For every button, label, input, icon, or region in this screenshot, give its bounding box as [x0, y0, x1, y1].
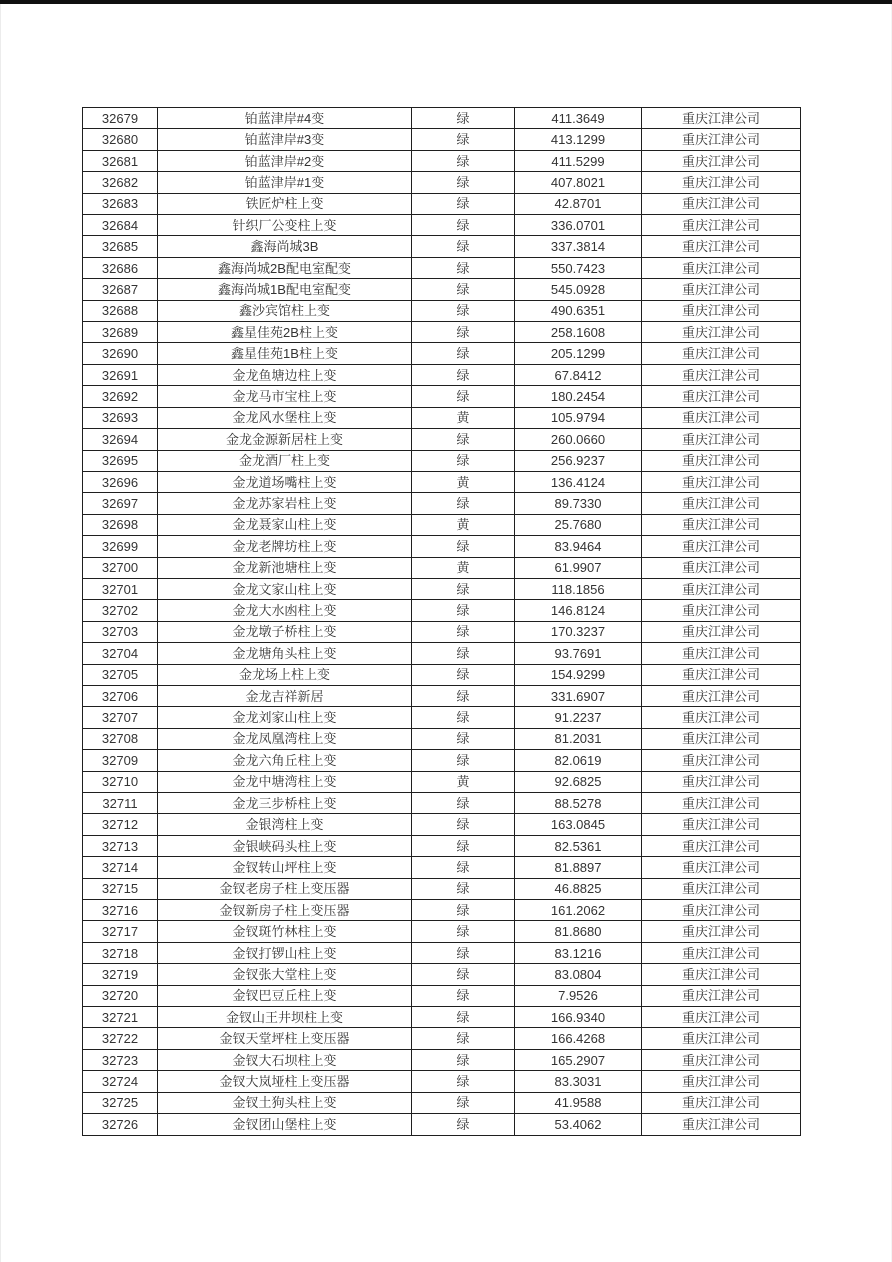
table-row — [83, 1007, 801, 1028]
cell-name: 金龙老牌坊柱上变 — [158, 536, 412, 557]
cell-value: 170.3237 — [515, 621, 642, 642]
cell-value: 166.4268 — [515, 1028, 642, 1049]
cell-status: 绿 — [412, 129, 515, 150]
table-row — [83, 1092, 801, 1113]
cell-status: 绿 — [412, 1028, 515, 1049]
cell-name: 金龙场上柱上变 — [158, 664, 412, 685]
cell-name: 金龙酒厂柱上变 — [158, 450, 412, 471]
cell-name: 金钗转山坪柱上变 — [158, 857, 412, 878]
cell-value: 337.3814 — [515, 236, 642, 257]
cell-status: 绿 — [412, 942, 515, 963]
cell-name: 铂蓝津岸#3变 — [158, 129, 412, 150]
table-row — [83, 150, 801, 171]
table-row — [83, 300, 801, 321]
cell-value: 93.7691 — [515, 643, 642, 664]
cell-status: 绿 — [412, 664, 515, 685]
cell-value: 7.9526 — [515, 985, 642, 1006]
cell-name: 金龙马市宝柱上变 — [158, 386, 412, 407]
cell-status: 绿 — [412, 1092, 515, 1113]
cell-id: 32704 — [83, 643, 158, 664]
cell-company: 重庆江津公司 — [642, 407, 801, 428]
table-row — [83, 771, 801, 792]
table-row — [83, 900, 801, 921]
cell-id: 32720 — [83, 985, 158, 1006]
cell-id: 32696 — [83, 471, 158, 492]
cell-id: 32688 — [83, 300, 158, 321]
cell-name: 金龙墩子桥柱上变 — [158, 621, 412, 642]
cell-value: 61.9907 — [515, 557, 642, 578]
cell-name: 金钗山王井坝柱上变 — [158, 1007, 412, 1028]
cell-name: 金钗天堂坪柱上变压器 — [158, 1028, 412, 1049]
cell-name: 铁匠炉柱上变 — [158, 193, 412, 214]
cell-name: 金龙文家山柱上变 — [158, 578, 412, 599]
cell-value: 88.5278 — [515, 793, 642, 814]
cell-name: 鑫海尚城1B配电室配变 — [158, 279, 412, 300]
cell-value: 163.0845 — [515, 814, 642, 835]
cell-company: 重庆江津公司 — [642, 793, 801, 814]
cell-value: 165.2907 — [515, 1049, 642, 1070]
cell-value: 83.9464 — [515, 536, 642, 557]
cell-status: 黄 — [412, 771, 515, 792]
cell-id: 32687 — [83, 279, 158, 300]
cell-name: 针织厂公变柱上变 — [158, 215, 412, 236]
cell-id: 32715 — [83, 878, 158, 899]
cell-name: 金龙新池塘柱上变 — [158, 557, 412, 578]
table-row — [83, 578, 801, 599]
table-row — [83, 1049, 801, 1070]
cell-value: 92.6825 — [515, 771, 642, 792]
table-row — [83, 793, 801, 814]
table-row — [83, 257, 801, 278]
cell-id: 32680 — [83, 129, 158, 150]
cell-status: 绿 — [412, 386, 515, 407]
cell-id: 32685 — [83, 236, 158, 257]
cell-company: 重庆江津公司 — [642, 1028, 801, 1049]
cell-value: 411.3649 — [515, 108, 642, 129]
cell-id: 32714 — [83, 857, 158, 878]
cell-name: 鑫星佳苑1B柱上变 — [158, 343, 412, 364]
cell-company: 重庆江津公司 — [642, 1092, 801, 1113]
cell-status: 绿 — [412, 835, 515, 856]
cell-id: 32700 — [83, 557, 158, 578]
cell-id: 32695 — [83, 450, 158, 471]
cell-status: 绿 — [412, 985, 515, 1006]
cell-company: 重庆江津公司 — [642, 835, 801, 856]
cell-status: 绿 — [412, 300, 515, 321]
cell-name: 金银峡码头柱上变 — [158, 835, 412, 856]
cell-value: 83.1216 — [515, 942, 642, 963]
cell-id: 32725 — [83, 1092, 158, 1113]
table-row — [83, 707, 801, 728]
cell-id: 32684 — [83, 215, 158, 236]
cell-id: 32699 — [83, 536, 158, 557]
table-row — [83, 750, 801, 771]
cell-value: 41.9588 — [515, 1092, 642, 1113]
table-row — [83, 814, 801, 835]
cell-status: 绿 — [412, 257, 515, 278]
cell-company: 重庆江津公司 — [642, 493, 801, 514]
cell-name: 金龙中塘湾柱上变 — [158, 771, 412, 792]
cell-company: 重庆江津公司 — [642, 215, 801, 236]
cell-company: 重庆江津公司 — [642, 1071, 801, 1092]
cell-name: 鑫沙宾馆柱上变 — [158, 300, 412, 321]
cell-value: 42.8701 — [515, 193, 642, 214]
cell-name: 金龙聂家山柱上变 — [158, 514, 412, 535]
cell-name: 金钗团山堡柱上变 — [158, 1114, 412, 1135]
cell-status: 绿 — [412, 493, 515, 514]
cell-company: 重庆江津公司 — [642, 685, 801, 706]
cell-status: 绿 — [412, 1071, 515, 1092]
table-row — [83, 386, 801, 407]
cell-status: 绿 — [412, 343, 515, 364]
cell-status: 绿 — [412, 728, 515, 749]
cell-value: 166.9340 — [515, 1007, 642, 1028]
table-row — [83, 493, 801, 514]
cell-status: 绿 — [412, 215, 515, 236]
cell-company: 重庆江津公司 — [642, 108, 801, 129]
cell-value: 411.5299 — [515, 150, 642, 171]
cell-value: 53.4062 — [515, 1114, 642, 1135]
table-row — [83, 343, 801, 364]
cell-company: 重庆江津公司 — [642, 257, 801, 278]
cell-name: 金钗巴豆丘柱上变 — [158, 985, 412, 1006]
cell-company: 重庆江津公司 — [642, 771, 801, 792]
cell-name: 金钗老房子柱上变压器 — [158, 878, 412, 899]
cell-status: 绿 — [412, 750, 515, 771]
cell-company: 重庆江津公司 — [642, 150, 801, 171]
cell-name: 铂蓝津岸#4变 — [158, 108, 412, 129]
cell-id: 32683 — [83, 193, 158, 214]
cell-name: 金龙苏家岩柱上变 — [158, 493, 412, 514]
cell-company: 重庆江津公司 — [642, 193, 801, 214]
cell-id: 32718 — [83, 942, 158, 963]
cell-company: 重庆江津公司 — [642, 557, 801, 578]
cell-value: 331.6907 — [515, 685, 642, 706]
cell-company: 重庆江津公司 — [642, 1114, 801, 1135]
cell-name: 金龙六角丘柱上变 — [158, 750, 412, 771]
table-row — [83, 878, 801, 899]
cell-company: 重庆江津公司 — [642, 300, 801, 321]
cell-id: 32711 — [83, 793, 158, 814]
cell-status: 绿 — [412, 1007, 515, 1028]
cell-value: 91.2237 — [515, 707, 642, 728]
table-body — [83, 108, 801, 1136]
cell-id: 32705 — [83, 664, 158, 685]
cell-company: 重庆江津公司 — [642, 386, 801, 407]
cell-name: 金龙鱼塘边柱上变 — [158, 364, 412, 385]
cell-value: 146.8124 — [515, 600, 642, 621]
table-row — [83, 471, 801, 492]
table-row — [83, 514, 801, 535]
cell-company: 重庆江津公司 — [642, 985, 801, 1006]
cell-status: 绿 — [412, 964, 515, 985]
cell-status: 绿 — [412, 1114, 515, 1135]
cell-id: 32708 — [83, 728, 158, 749]
cell-name: 金钗大石坝柱上变 — [158, 1049, 412, 1070]
cell-value: 82.0619 — [515, 750, 642, 771]
transformer-table — [82, 107, 801, 1136]
table-row — [83, 685, 801, 706]
table-row — [83, 322, 801, 343]
cell-value: 81.8680 — [515, 921, 642, 942]
table-row — [83, 108, 801, 129]
cell-status: 绿 — [412, 878, 515, 899]
cell-value: 260.0660 — [515, 429, 642, 450]
cell-id: 32697 — [83, 493, 158, 514]
cell-status: 绿 — [412, 621, 515, 642]
table-row — [83, 921, 801, 942]
table-row — [83, 429, 801, 450]
cell-company: 重庆江津公司 — [642, 578, 801, 599]
cell-value: 256.9237 — [515, 450, 642, 471]
cell-status: 绿 — [412, 1049, 515, 1070]
cell-name: 鑫星佳苑2B柱上变 — [158, 322, 412, 343]
cell-status: 黄 — [412, 557, 515, 578]
table-row — [83, 215, 801, 236]
cell-status: 绿 — [412, 236, 515, 257]
cell-value: 25.7680 — [515, 514, 642, 535]
cell-value: 180.2454 — [515, 386, 642, 407]
cell-company: 重庆江津公司 — [642, 621, 801, 642]
cell-status: 绿 — [412, 450, 515, 471]
cell-company: 重庆江津公司 — [642, 600, 801, 621]
cell-value: 413.1299 — [515, 129, 642, 150]
cell-company: 重庆江津公司 — [642, 878, 801, 899]
cell-id: 32707 — [83, 707, 158, 728]
table-row — [83, 279, 801, 300]
cell-id: 32692 — [83, 386, 158, 407]
cell-status: 黄 — [412, 514, 515, 535]
cell-id: 32681 — [83, 150, 158, 171]
cell-name: 金龙大水凼柱上变 — [158, 600, 412, 621]
cell-status: 绿 — [412, 793, 515, 814]
cell-value: 83.3031 — [515, 1071, 642, 1092]
cell-id: 32679 — [83, 108, 158, 129]
cell-company: 重庆江津公司 — [642, 942, 801, 963]
cell-name: 金钗打锣山柱上变 — [158, 942, 412, 963]
cell-name: 金钗斑竹林柱上变 — [158, 921, 412, 942]
cell-name: 鑫海尚城2B配电室配变 — [158, 257, 412, 278]
table-row — [83, 964, 801, 985]
cell-id: 32694 — [83, 429, 158, 450]
cell-id: 32689 — [83, 322, 158, 343]
table-row — [83, 172, 801, 193]
cell-id: 32717 — [83, 921, 158, 942]
table-row — [83, 364, 801, 385]
cell-company: 重庆江津公司 — [642, 1007, 801, 1028]
cell-id: 32706 — [83, 685, 158, 706]
cell-company: 重庆江津公司 — [642, 514, 801, 535]
cell-company: 重庆江津公司 — [642, 172, 801, 193]
cell-name: 金钗土狗头柱上变 — [158, 1092, 412, 1113]
cell-status: 绿 — [412, 172, 515, 193]
cell-company: 重庆江津公司 — [642, 429, 801, 450]
table-row — [83, 835, 801, 856]
table-row — [83, 728, 801, 749]
table-row — [83, 1114, 801, 1135]
table-row — [83, 664, 801, 685]
cell-company: 重庆江津公司 — [642, 643, 801, 664]
cell-status: 绿 — [412, 429, 515, 450]
cell-company: 重庆江津公司 — [642, 707, 801, 728]
cell-id: 32686 — [83, 257, 158, 278]
cell-value: 136.4124 — [515, 471, 642, 492]
cell-name: 金钗新房子柱上变压器 — [158, 900, 412, 921]
table-row — [83, 942, 801, 963]
cell-id: 32719 — [83, 964, 158, 985]
table-row — [83, 1028, 801, 1049]
cell-company: 重庆江津公司 — [642, 236, 801, 257]
cell-company: 重庆江津公司 — [642, 964, 801, 985]
cell-value: 154.9299 — [515, 664, 642, 685]
cell-status: 绿 — [412, 857, 515, 878]
cell-company: 重庆江津公司 — [642, 900, 801, 921]
cell-company: 重庆江津公司 — [642, 921, 801, 942]
cell-status: 绿 — [412, 900, 515, 921]
cell-name: 鑫海尚城3B — [158, 236, 412, 257]
table-row — [83, 450, 801, 471]
cell-status: 绿 — [412, 279, 515, 300]
page-top-edge — [0, 0, 892, 4]
cell-id: 32713 — [83, 835, 158, 856]
cell-id: 32726 — [83, 1114, 158, 1135]
cell-company: 重庆江津公司 — [642, 814, 801, 835]
cell-company: 重庆江津公司 — [642, 364, 801, 385]
cell-company: 重庆江津公司 — [642, 857, 801, 878]
cell-value: 258.1608 — [515, 322, 642, 343]
cell-status: 绿 — [412, 108, 515, 129]
table-row — [83, 1071, 801, 1092]
cell-company: 重庆江津公司 — [642, 450, 801, 471]
cell-id: 32691 — [83, 364, 158, 385]
table-row — [83, 621, 801, 642]
cell-name: 金龙凤凰湾柱上变 — [158, 728, 412, 749]
cell-id: 32716 — [83, 900, 158, 921]
table-row — [83, 600, 801, 621]
cell-value: 82.5361 — [515, 835, 642, 856]
cell-value: 83.0804 — [515, 964, 642, 985]
cell-status: 黄 — [412, 407, 515, 428]
cell-value: 81.2031 — [515, 728, 642, 749]
cell-id: 32702 — [83, 600, 158, 621]
cell-status: 绿 — [412, 707, 515, 728]
cell-value: 46.8825 — [515, 878, 642, 899]
cell-value: 81.8897 — [515, 857, 642, 878]
cell-status: 绿 — [412, 643, 515, 664]
cell-id: 32693 — [83, 407, 158, 428]
cell-id: 32710 — [83, 771, 158, 792]
cell-status: 绿 — [412, 814, 515, 835]
cell-id: 32712 — [83, 814, 158, 835]
cell-id: 32682 — [83, 172, 158, 193]
cell-value: 105.9794 — [515, 407, 642, 428]
cell-value: 205.1299 — [515, 343, 642, 364]
cell-id: 32721 — [83, 1007, 158, 1028]
cell-value: 550.7423 — [515, 257, 642, 278]
cell-company: 重庆江津公司 — [642, 750, 801, 771]
table-row — [83, 129, 801, 150]
cell-value: 89.7330 — [515, 493, 642, 514]
cell-status: 绿 — [412, 193, 515, 214]
cell-value: 336.0701 — [515, 215, 642, 236]
cell-value: 67.8412 — [515, 364, 642, 385]
cell-name: 金钗大岚垭柱上变压器 — [158, 1071, 412, 1092]
cell-name: 金龙吉祥新居 — [158, 685, 412, 706]
cell-company: 重庆江津公司 — [642, 728, 801, 749]
cell-id: 32701 — [83, 578, 158, 599]
cell-status: 绿 — [412, 150, 515, 171]
cell-id: 32724 — [83, 1071, 158, 1092]
table-row — [83, 857, 801, 878]
cell-name: 金龙塘角头柱上变 — [158, 643, 412, 664]
cell-company: 重庆江津公司 — [642, 536, 801, 557]
cell-name: 金龙三步桥柱上变 — [158, 793, 412, 814]
cell-company: 重庆江津公司 — [642, 471, 801, 492]
cell-id: 32703 — [83, 621, 158, 642]
cell-name: 铂蓝津岸#1变 — [158, 172, 412, 193]
cell-value: 118.1856 — [515, 578, 642, 599]
cell-status: 绿 — [412, 536, 515, 557]
cell-name: 金银湾柱上变 — [158, 814, 412, 835]
cell-id: 32698 — [83, 514, 158, 535]
cell-status: 绿 — [412, 322, 515, 343]
cell-company: 重庆江津公司 — [642, 322, 801, 343]
table-row — [83, 407, 801, 428]
cell-status: 绿 — [412, 364, 515, 385]
cell-value: 407.8021 — [515, 172, 642, 193]
cell-id: 32722 — [83, 1028, 158, 1049]
cell-company: 重庆江津公司 — [642, 1049, 801, 1070]
cell-id: 32690 — [83, 343, 158, 364]
cell-status: 绿 — [412, 578, 515, 599]
cell-value: 490.6351 — [515, 300, 642, 321]
cell-status: 黄 — [412, 471, 515, 492]
cell-company: 重庆江津公司 — [642, 343, 801, 364]
cell-value: 161.2062 — [515, 900, 642, 921]
cell-name: 铂蓝津岸#2变 — [158, 150, 412, 171]
cell-id: 32723 — [83, 1049, 158, 1070]
cell-company: 重庆江津公司 — [642, 279, 801, 300]
cell-name: 金龙道场嘴柱上变 — [158, 471, 412, 492]
cell-company: 重庆江津公司 — [642, 129, 801, 150]
table-row — [83, 536, 801, 557]
cell-id: 32709 — [83, 750, 158, 771]
cell-name: 金龙金源新居柱上变 — [158, 429, 412, 450]
table-row — [83, 557, 801, 578]
cell-status: 绿 — [412, 600, 515, 621]
cell-name: 金龙刘家山柱上变 — [158, 707, 412, 728]
cell-name: 金龙风水堡柱上变 — [158, 407, 412, 428]
cell-status: 绿 — [412, 685, 515, 706]
table-row — [83, 643, 801, 664]
cell-name: 金钗张大堂柱上变 — [158, 964, 412, 985]
cell-status: 绿 — [412, 921, 515, 942]
table-row — [83, 193, 801, 214]
table-row — [83, 236, 801, 257]
cell-value: 545.0928 — [515, 279, 642, 300]
table-row — [83, 985, 801, 1006]
cell-company: 重庆江津公司 — [642, 664, 801, 685]
